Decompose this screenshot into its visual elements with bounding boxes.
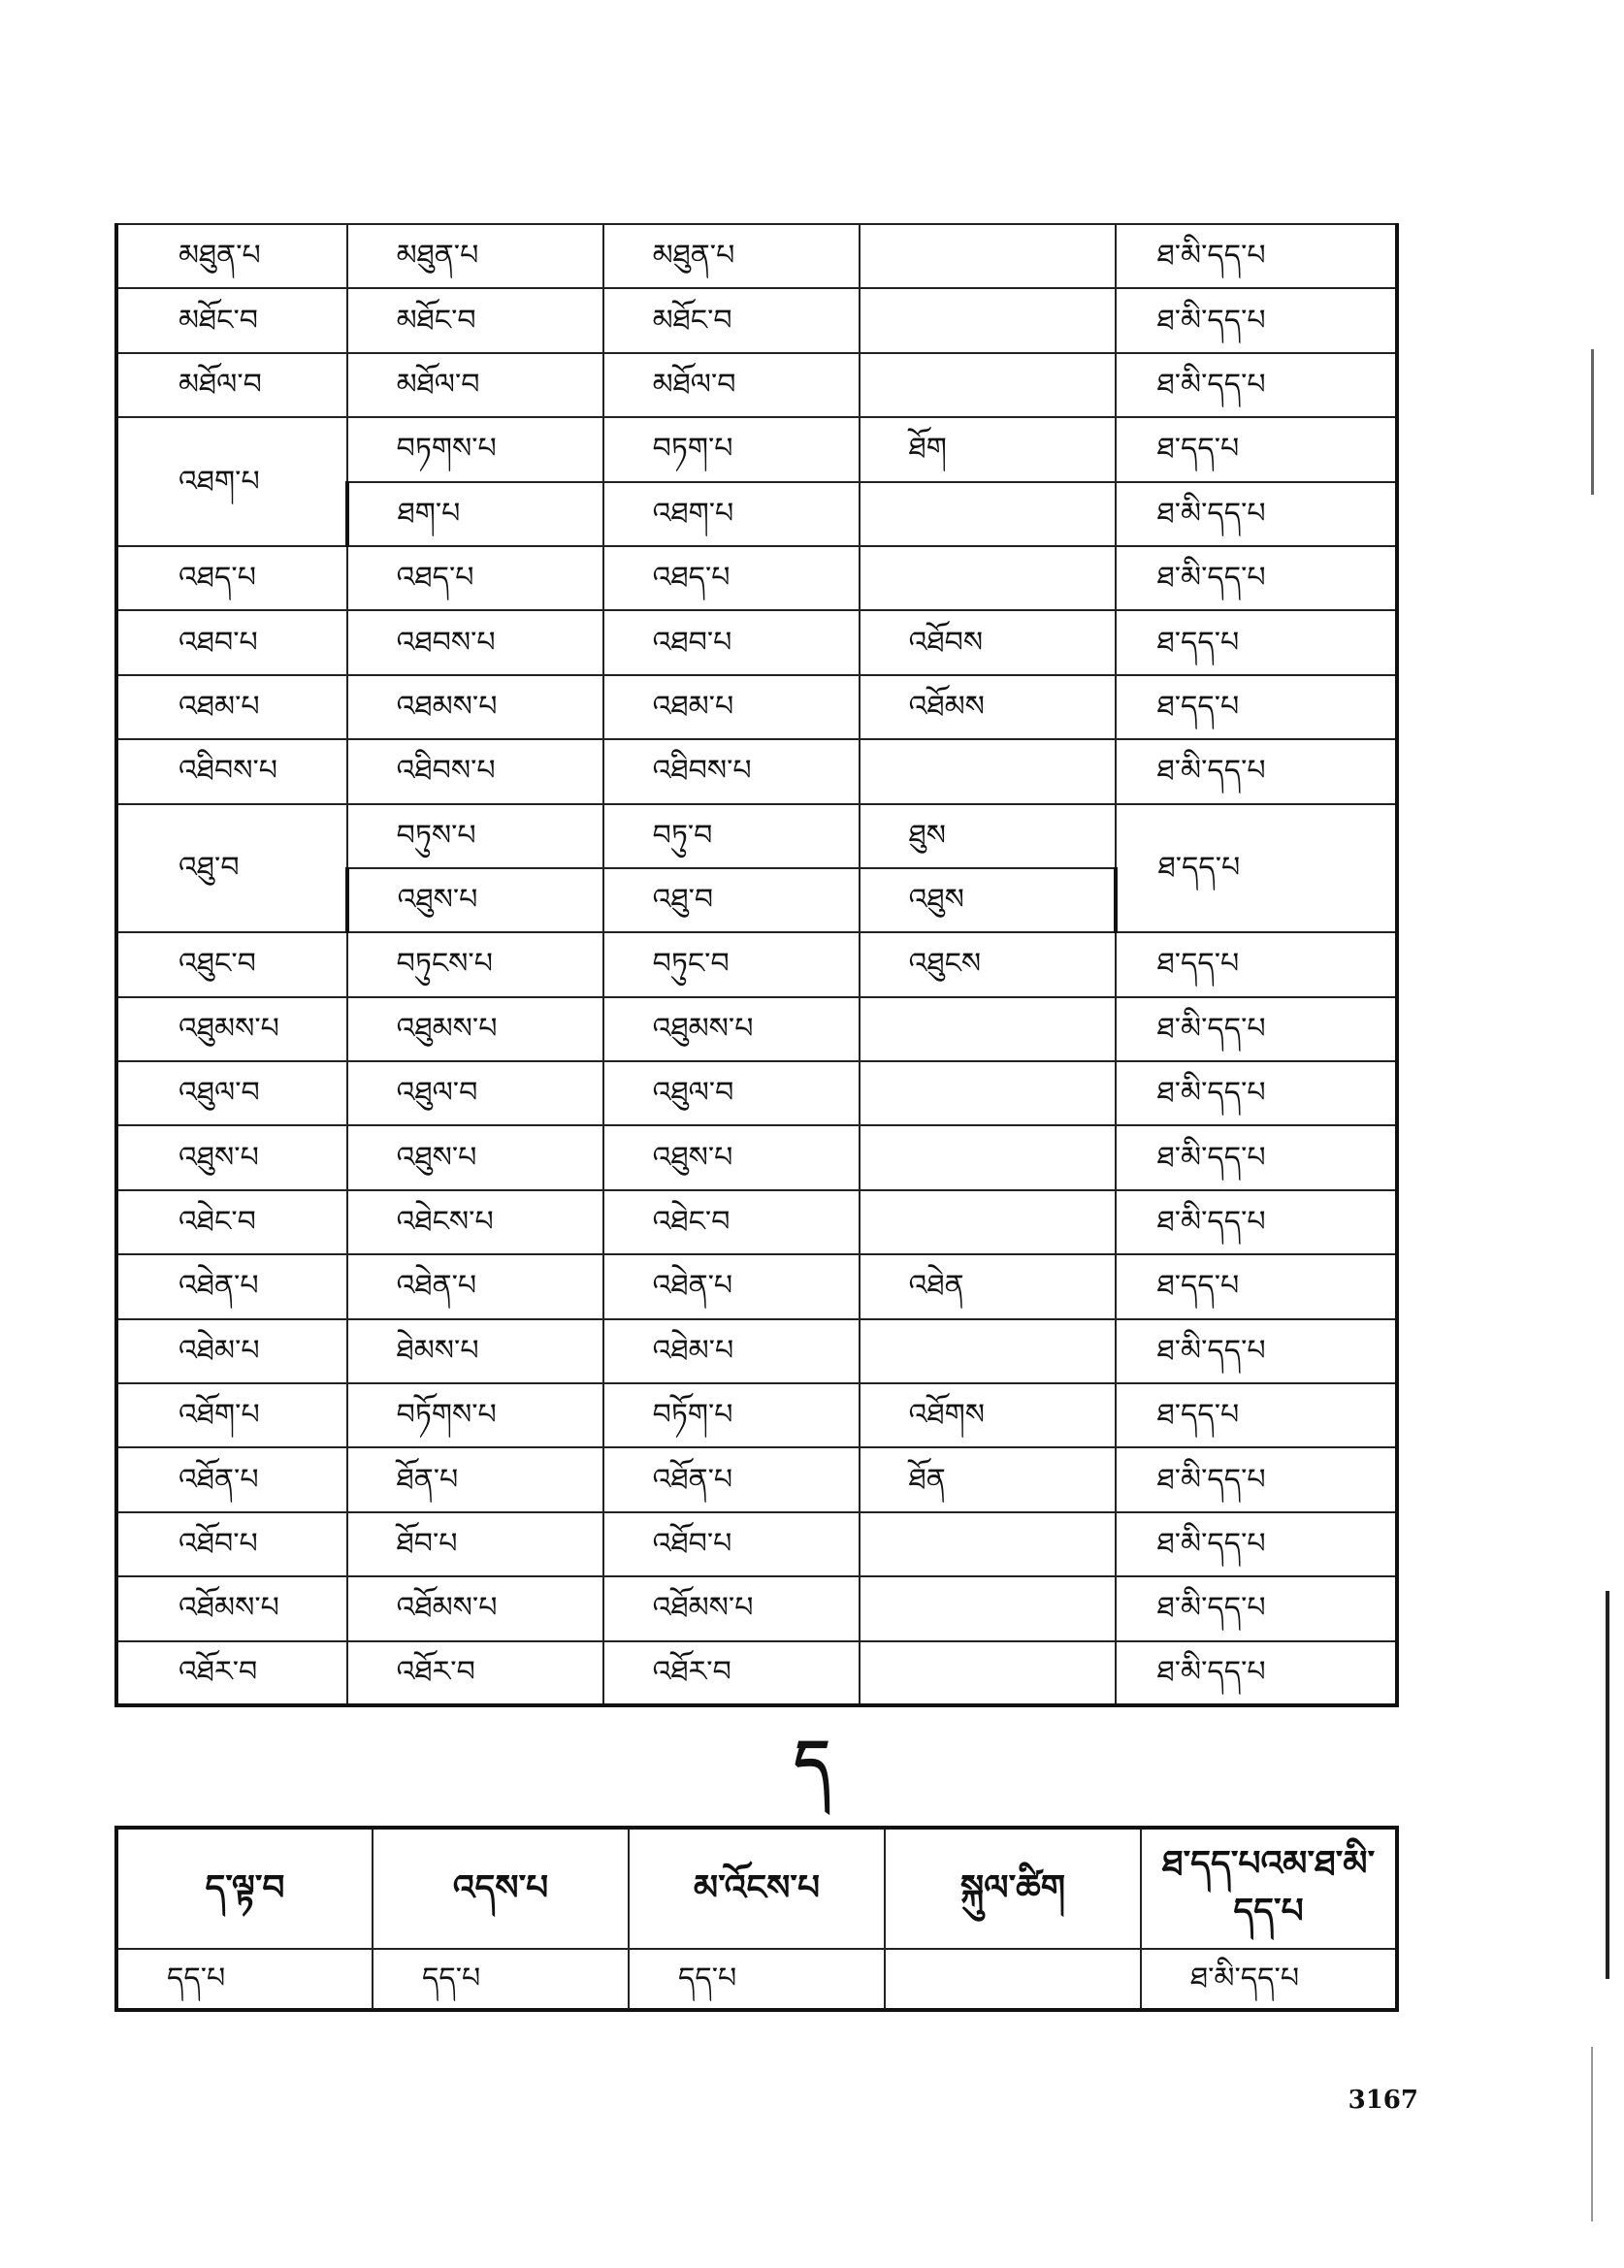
imperative-cell — [860, 1319, 1116, 1383]
imperative-cell — [860, 224, 1116, 288]
transitivity-cell: ཐ་མི་དད་པ — [1116, 1447, 1397, 1511]
present-cell: འཐག་པ — [116, 417, 347, 546]
transitivity-cell: ཐ་མི་དད་པ — [1116, 1125, 1397, 1189]
present-cell: འཐུང་བ — [116, 932, 347, 996]
present-cell: འཐུས་པ — [116, 1125, 347, 1189]
imperative-cell — [860, 1641, 1116, 1705]
future-cell: བཏུང་བ — [603, 932, 860, 996]
transitivity-cell: ཐ་དད་པ — [1116, 675, 1397, 739]
page-number: 3167 — [1348, 2086, 1418, 2115]
imperative-cell: འཐུངས — [860, 932, 1116, 996]
future-cell: འཐིབས་པ — [603, 739, 860, 803]
future-cell: འཐད་པ — [603, 546, 860, 610]
transitivity-cell: ཐ་མི་དད་པ — [1141, 1949, 1397, 2010]
past-cell: འཐུལ་བ — [347, 1061, 603, 1125]
future-cell: མཐུན་པ — [603, 224, 860, 288]
future-cell: འཐོར་བ — [603, 1641, 860, 1705]
future-cell: འཐུ་བ — [603, 868, 860, 932]
imperative-cell — [860, 546, 1116, 610]
imperative-cell — [860, 482, 1116, 546]
future-cell: འཐུམས་པ — [603, 997, 860, 1061]
past-cell: མཐོང་བ — [347, 288, 603, 352]
imperative-cell — [860, 1125, 1116, 1189]
present-cell: འཐེམ་པ — [116, 1319, 347, 1383]
present-cell: མཐོང་བ — [116, 288, 347, 352]
future-cell: དད་པ — [629, 1949, 885, 2010]
future-cell: འཐེང་བ — [603, 1190, 860, 1254]
table-row — [116, 1576, 1397, 1640]
table-row — [116, 1319, 1397, 1383]
past-cell: འཐུས་པ — [347, 1125, 603, 1189]
header-row — [116, 1828, 1397, 1949]
imperative-cell: ཐུས — [860, 804, 1116, 868]
imperative-cell: འཐེན — [860, 1254, 1116, 1318]
future-cell: འཐོམས་པ — [603, 1576, 860, 1640]
imperative-cell — [860, 1061, 1116, 1125]
table-row — [116, 1641, 1397, 1705]
past-cell: དད་པ — [373, 1949, 629, 2010]
table-row — [116, 804, 1397, 868]
transitivity-cell: ཐ་དད་པ — [1116, 417, 1397, 481]
table-row — [116, 739, 1397, 803]
transitivity-cell: ཐ་མི་དད་པ — [1116, 1576, 1397, 1640]
past-cell: བཏོགས་པ — [347, 1383, 603, 1447]
imperative-cell — [860, 739, 1116, 803]
header-past: འདས་པ — [373, 1828, 629, 1949]
transitivity-cell: ཐ་མི་དད་པ — [1116, 1512, 1397, 1576]
imperative-cell — [860, 1512, 1116, 1576]
section-letter-heading: ད — [794, 1728, 830, 1799]
transitivity-cell: ཐ་མི་དད་པ — [1116, 1319, 1397, 1383]
transitivity-cell: ཐ་དད་པ — [1116, 610, 1397, 674]
header-future: མ་འོངས་པ — [629, 1828, 885, 1949]
future-cell: འཐོབ་པ — [603, 1512, 860, 1576]
future-cell: འཐེམ་པ — [603, 1319, 860, 1383]
past-cell: མཐུན་པ — [347, 224, 603, 288]
transitivity-cell: ཐ་མི་དད་པ — [1116, 1061, 1397, 1125]
present-cell: འཐོན་པ — [116, 1447, 347, 1511]
future-cell: འཐེན་པ — [603, 1254, 860, 1318]
table-row — [116, 224, 1397, 288]
future-cell: མཐོང་བ — [603, 288, 860, 352]
present-cell: མཐུན་པ — [116, 224, 347, 288]
transitivity-cell: ཐ་དད་པ — [1116, 1383, 1397, 1447]
scan-edge-mark — [1606, 1591, 1609, 1979]
transitivity-cell: ཐ་མི་དད་པ — [1116, 997, 1397, 1061]
imperative-cell: འཐོགས — [860, 1383, 1116, 1447]
past-cell: འཐོམས་པ — [347, 1576, 603, 1640]
table-row — [116, 932, 1397, 996]
table-row — [116, 1383, 1397, 1447]
present-cell: འཐུ་བ — [116, 804, 347, 933]
imperative-cell: ཐོག — [860, 417, 1116, 481]
transitivity-cell: ཐ་མི་དད་པ — [1116, 1641, 1397, 1705]
transitivity-cell: ཐ་མི་དད་པ — [1116, 739, 1397, 803]
header-transitivity: ཐ་དད་པའམ་ཐ་མི་དད་པ — [1141, 1828, 1397, 1949]
imperative-cell — [860, 1576, 1116, 1640]
imperative-cell — [885, 1949, 1141, 2010]
da-section-table — [114, 1826, 1399, 2012]
present-cell: འཐེང་བ — [116, 1190, 347, 1254]
past-cell: འཐུམས་པ — [347, 997, 603, 1061]
imperative-cell — [860, 288, 1116, 352]
table-row — [116, 1190, 1397, 1254]
verb-conjugation-table — [114, 223, 1399, 1707]
table-row — [116, 288, 1397, 352]
past-cell: འཐུས་པ — [347, 868, 603, 932]
past-cell: འཐམས་པ — [347, 675, 603, 739]
future-cell: བཏུ་བ — [603, 804, 860, 868]
present-cell: འཐོམས་པ — [116, 1576, 347, 1640]
past-cell: འཐེངས་པ — [347, 1190, 603, 1254]
present-cell: འཐམ་པ — [116, 675, 347, 739]
imperative-cell — [860, 997, 1116, 1061]
past-cell: ཐེམས་པ — [347, 1319, 603, 1383]
future-cell: འཐབ་པ — [603, 610, 860, 674]
table-row — [116, 1949, 1397, 2010]
present-cell: དད་པ — [116, 1949, 373, 2010]
scan-edge-mark — [1591, 2047, 1593, 2221]
present-cell: འཐད་པ — [116, 546, 347, 610]
past-cell: འཐོར་བ — [347, 1641, 603, 1705]
future-cell: བཏག་པ — [603, 417, 860, 481]
present-cell: འཐོག་པ — [116, 1383, 347, 1447]
transitivity-cell: ཐ་མི་དད་པ — [1116, 546, 1397, 610]
imperative-cell: ཐོན — [860, 1447, 1116, 1511]
present-cell: འཐབ་པ — [116, 610, 347, 674]
future-cell: འཐག་པ — [603, 482, 860, 546]
present-cell: འཐེན་པ — [116, 1254, 347, 1318]
present-cell: འཐིབས་པ — [116, 739, 347, 803]
transitivity-cell: ཐ་མི་དད་པ — [1116, 224, 1397, 288]
future-cell: མཐོལ་བ — [603, 353, 860, 417]
past-cell: ཐོབ་པ — [347, 1512, 603, 1576]
past-cell: མཐོལ་བ — [347, 353, 603, 417]
future-cell: འཐུས་པ — [603, 1125, 860, 1189]
header-imperative: སྐུལ་ཚིག — [885, 1828, 1141, 1949]
table-row — [116, 1512, 1397, 1576]
past-cell: བཏགས་པ — [347, 417, 603, 481]
transitivity-cell: ཐ་མི་དད་པ — [1116, 482, 1397, 546]
future-cell: འཐམ་པ — [603, 675, 860, 739]
imperative-cell — [860, 1190, 1116, 1254]
table-row — [116, 997, 1397, 1061]
table-row — [116, 546, 1397, 610]
table-row — [116, 1061, 1397, 1125]
table-row — [116, 1447, 1397, 1511]
present-cell: འཐུལ་བ — [116, 1061, 347, 1125]
imperative-cell: འཐོམས — [860, 675, 1116, 739]
past-cell: ཐག་པ — [347, 482, 603, 546]
past-cell: འཐེན་པ — [347, 1254, 603, 1318]
table-row — [116, 353, 1397, 417]
imperative-cell: འཐོབས — [860, 610, 1116, 674]
transitivity-cell: ཐ་དད་པ — [1116, 804, 1397, 933]
present-cell: འཐུམས་པ — [116, 997, 347, 1061]
table-row — [116, 417, 1397, 481]
transitivity-cell: ཐ་མི་དད་པ — [1116, 288, 1397, 352]
transitivity-cell: ཐ་དད་པ — [1116, 1254, 1397, 1318]
table-row — [116, 1125, 1397, 1189]
past-cell: བཏུས་པ — [347, 804, 603, 868]
future-cell: འཐུལ་བ — [603, 1061, 860, 1125]
future-cell: བཏོག་པ — [603, 1383, 860, 1447]
transitivity-cell: ཐ་དད་པ — [1116, 932, 1397, 996]
transitivity-cell: ཐ་མི་དད་པ — [1116, 1190, 1397, 1254]
past-cell: འཐབས་པ — [347, 610, 603, 674]
table-row — [116, 1254, 1397, 1318]
scan-edge-mark — [1591, 349, 1594, 495]
header-present: ད་ལྟ་བ — [116, 1828, 373, 1949]
table-row — [116, 610, 1397, 674]
imperative-cell: འཐུས — [860, 868, 1116, 932]
past-cell: ཐོན་པ — [347, 1447, 603, 1511]
past-cell: འཐིབས་པ — [347, 739, 603, 803]
present-cell: འཐོབ་པ — [116, 1512, 347, 1576]
past-cell: འཐད་པ — [347, 546, 603, 610]
future-cell: འཐོན་པ — [603, 1447, 860, 1511]
present-cell: འཐོར་བ — [116, 1641, 347, 1705]
imperative-cell — [860, 353, 1116, 417]
present-cell: མཐོལ་བ — [116, 353, 347, 417]
transitivity-cell: ཐ་མི་དད་པ — [1116, 353, 1397, 417]
past-cell: བཏུངས་པ — [347, 932, 603, 996]
table-row — [116, 675, 1397, 739]
